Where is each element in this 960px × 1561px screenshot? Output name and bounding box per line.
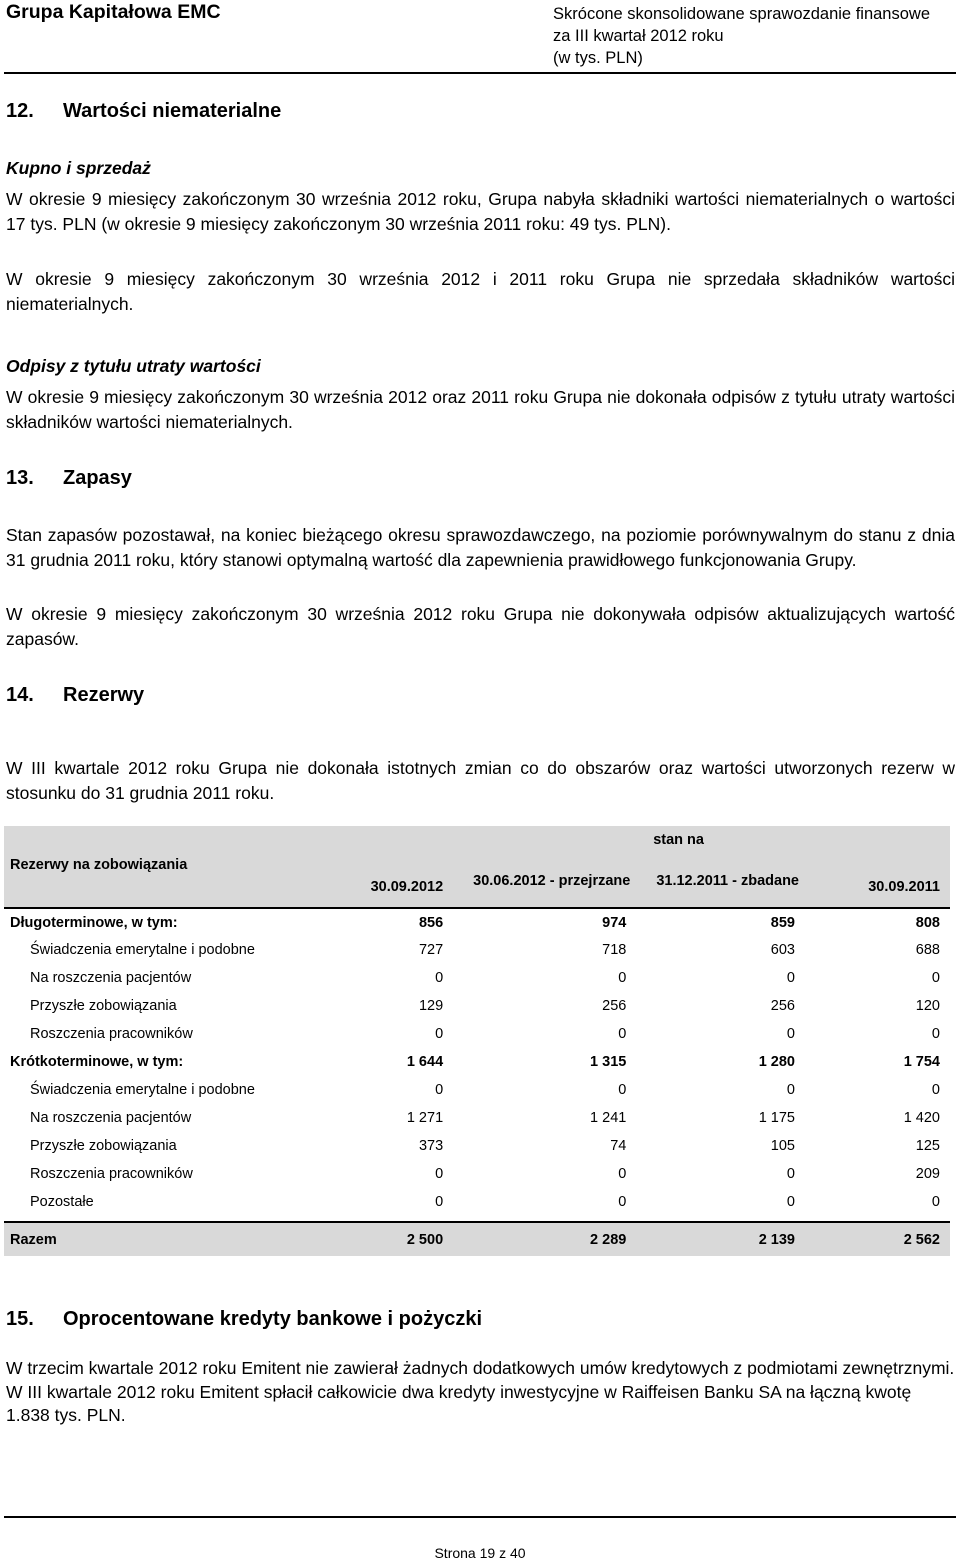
table-group-header-row — [4, 826, 950, 854]
table-body — [4, 908, 950, 1256]
row-value: 2 562 — [805, 1222, 950, 1256]
table-row — [4, 992, 950, 1020]
company-name: Grupa Kapitałowa EMC — [6, 1, 221, 23]
report-title-line2: za III kwartał 2012 roku — [553, 27, 724, 45]
row-value: 974 — [602, 914, 627, 931]
row-label: Długoterminowe, w tym: — [10, 914, 178, 931]
section-14-number: 14. — [6, 684, 34, 706]
table-row — [4, 936, 950, 964]
row-label: Pozostałe — [30, 1194, 94, 1210]
table-row — [4, 908, 950, 936]
row-value: 0 — [435, 1194, 444, 1210]
paragraph-provisions: W III kwartale 2012 roku Grupa nie dokonała istotnych zmian co do obszarów oraz wartości utworzonych rezerw w stosunku do 31 grudnia 2011 roku. — [6, 758, 955, 803]
row-value: 105 — [770, 1138, 795, 1154]
table-row — [4, 964, 950, 992]
report-title-line3: (w tys. PLN) — [553, 49, 643, 67]
row-value: 0 — [435, 1082, 444, 1098]
section-14-heading — [6, 684, 144, 707]
row-value: 1 271 — [406, 1110, 444, 1126]
row-value: 1 420 — [903, 1110, 940, 1126]
row-label: Roszczenia pracowników — [30, 1166, 193, 1182]
row-value: 0 — [931, 1194, 940, 1210]
row-value: 856 — [418, 914, 444, 931]
row-value: 808 — [915, 914, 940, 931]
row-value: 0 — [618, 1026, 627, 1042]
subheading-purchase-sale: Kupno i sprzedaż — [6, 158, 151, 178]
row-value: 256 — [770, 998, 795, 1014]
row-value: 120 — [915, 998, 940, 1014]
row-value: 1 175 — [758, 1110, 795, 1126]
row-label: Na roszczenia pacjentów — [30, 1110, 192, 1126]
row-value: 74 — [610, 1138, 627, 1154]
table-row — [4, 1104, 950, 1132]
row-value: 0 — [618, 1082, 627, 1098]
column-header: 30.06.2012 - przejrzane — [453, 854, 636, 908]
section-13-number: 13. — [6, 467, 34, 489]
row-label: Świadczenia emerytalne i podobne — [30, 942, 255, 958]
section-12-heading — [6, 100, 281, 123]
table-header-row — [4, 854, 950, 908]
row-value: 0 — [618, 970, 627, 986]
group-header-stan-na: stan na — [313, 826, 950, 854]
section-13-title: Zapasy — [63, 467, 132, 489]
report-title-line1: Skrócone skonsolidowane sprawozdanie finansowe — [553, 5, 930, 23]
row-label: Przyszłe zobowiązania — [30, 1138, 177, 1154]
section-15-title: Oprocentowane kredyty bankowe i pożyczki — [63, 1308, 483, 1330]
table-row — [4, 1132, 950, 1160]
row-value: 1 241 — [590, 1110, 627, 1126]
subheading-impairment: Odpisy z tytułu utraty wartości — [6, 356, 261, 376]
section-15-heading — [6, 1308, 482, 1331]
row-value: 859 — [770, 914, 795, 931]
row-value: 1 644 — [406, 1054, 444, 1070]
row-value: 688 — [915, 942, 940, 958]
section-12-title: Wartości niematerialne — [63, 100, 282, 122]
row-value: 0 — [786, 1194, 795, 1210]
section-15-number: 15. — [6, 1308, 34, 1330]
paragraph-purchase: W okresie 9 miesięcy zakończonym 30 września 2012 roku, Grupa nabyła składniki wartości niematerialnych o wartości 17 tys. PLN (w okresie 9 miesięcy zakończonym 30 września 2011 roku: 49 tys. PLN). — [6, 189, 955, 234]
footer-rule — [4, 1516, 956, 1518]
table-row — [4, 1076, 950, 1104]
row-value: 0 — [435, 1166, 444, 1182]
row-value: 0 — [786, 1166, 795, 1182]
row-value: 1 754 — [903, 1054, 940, 1070]
table-row — [4, 1160, 950, 1188]
row-value: 256 — [602, 998, 627, 1014]
row-label: Przyszłe zobowiązania — [30, 998, 177, 1014]
table-row — [4, 1048, 950, 1076]
paragraph-impairment: W okresie 9 miesięcy zakończonym 30 września 2012 oraz 2011 roku Grupa nie dokonała odpisów z tytułu utraty wartości składników wartości niematerialnych. — [6, 387, 955, 432]
row-value: 603 — [770, 942, 795, 958]
row-value: 0 — [786, 1026, 795, 1042]
row-value: 0 — [435, 1026, 444, 1042]
row-value: 0 — [435, 970, 444, 986]
row-value: 125 — [915, 1138, 940, 1154]
row-label: Razem — [4, 1222, 313, 1256]
column-header: 30.09.2011 — [805, 854, 950, 908]
row-value: 0 — [931, 970, 940, 986]
provisions-table — [4, 826, 950, 1256]
row-value: 2 289 — [453, 1222, 636, 1256]
table-row — [4, 1020, 950, 1048]
row-value: 129 — [418, 998, 444, 1014]
column-header: 30.09.2012 — [313, 854, 453, 908]
row-value: 1 280 — [758, 1054, 795, 1070]
row-label: Roszczenia pracowników — [30, 1026, 193, 1042]
report-title — [553, 3, 930, 69]
row-value: 0 — [786, 970, 795, 986]
row-value: 373 — [418, 1138, 444, 1154]
row-value: 0 — [931, 1026, 940, 1042]
row-label: Krótkoterminowe, w tym: — [10, 1054, 184, 1070]
row-value: 0 — [618, 1194, 627, 1210]
row-value: 0 — [618, 1166, 627, 1182]
row-value: 727 — [418, 942, 444, 958]
table-total-row — [4, 1222, 950, 1256]
row-value: 0 — [786, 1082, 795, 1098]
header-rule — [4, 72, 956, 74]
paragraph-inventory-level: Stan zapasów pozostawał, na koniec bieżącego okresu sprawozdawczego, na poziomie porównywalnym do stanu z dnia 31 grudnia 2011 roku, który stanowi optymalną wartość dla zapewnienia prawidłowego funkcjonowania Grupy. — [6, 525, 955, 570]
paragraph-sale: W okresie 9 miesięcy zakończonym 30 września 2012 i 2011 roku Grupa nie sprzedała składników wartości niematerialnych. — [6, 269, 955, 314]
section-13-heading — [6, 467, 132, 490]
table-row — [4, 1188, 950, 1216]
row-label: Na roszczenia pacjentów — [30, 970, 192, 986]
row-label: Świadczenia emerytalne i podobne — [30, 1082, 255, 1098]
row-value: 209 — [915, 1166, 940, 1182]
table-label-header: Rezerwy na zobowiązania — [4, 854, 313, 908]
row-value: 0 — [931, 1082, 940, 1098]
row-value: 1 315 — [590, 1054, 627, 1070]
paragraph-inventory-writedown: W okresie 9 miesięcy zakończonym 30 września 2012 roku Grupa nie dokonywała odpisów aktualizujących wartość zapasów. — [6, 604, 955, 649]
row-value: 2 500 — [313, 1222, 453, 1256]
page-number: Strona 19 z 40 — [434, 1545, 526, 1561]
section-14-title: Rezerwy — [63, 684, 145, 706]
paragraph-bank-loans: W trzecim kwartale 2012 roku Emitent nie zawierał żadnych dodatkowych umów kredytowych z podmiotami zewnętrznymi. W III kwartale 2012 roku Emitent spłacił całkowicie dwa kredyty inwestycyjne w Raiffeisen Banku SA na łączną kwotę 1.838 tys. PLN. — [6, 1358, 955, 1425]
section-12-number: 12. — [6, 100, 34, 122]
column-header: 31.12.2011 - zbadane — [636, 854, 805, 908]
row-value: 2 139 — [636, 1222, 805, 1256]
row-value: 718 — [602, 942, 627, 958]
